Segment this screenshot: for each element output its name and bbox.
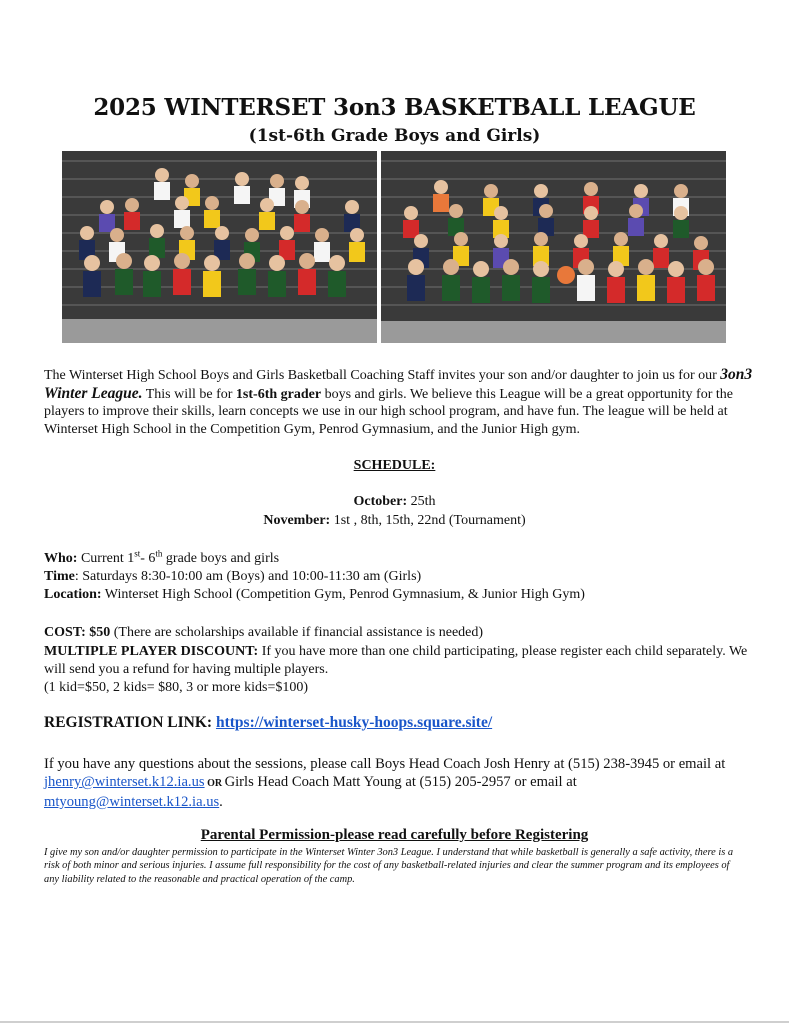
time-line: [44, 568, 754, 586]
registration-link[interactable]: https://winterset-husky-hoops.square.site/: [215, 714, 493, 731]
october-dates: 25th: [407, 494, 436, 509]
contact-end: .: [219, 794, 223, 810]
cost-label: COST: $50: [44, 625, 111, 640]
who-mid: - 6: [140, 551, 156, 566]
boys-team-photo: [381, 151, 726, 343]
intro-text-1: The Winterset High School Boys and Girls Basketball Coaching Staff invites your son and/or daughter to join us for our: [44, 368, 721, 383]
location-line: [44, 586, 754, 604]
who-sup-2: th: [155, 548, 163, 559]
page-title: 2025 WINTERSET 3on3 BASKETBALL LEAGUE: [93, 94, 696, 121]
contact-text-1: If you have any questions about the sessions, please call Boys Head Coach Josh Henry at (515) 238-3945 or email at: [44, 756, 726, 772]
intro-paragraph: [44, 366, 754, 438]
or-text: OR: [204, 778, 225, 789]
intro-text-2: This will be for: [142, 386, 236, 402]
schedule-heading: SCHEDULE:: [353, 458, 436, 473]
girls-coach-email-link[interactable]: mtyoung@winterset.k12.ia.us: [44, 794, 220, 810]
schedule-october: [0, 494, 789, 510]
registration-line: [44, 714, 754, 732]
intro-text-3: boys and girls. We believe this League will be a great opportunity for the players to improve their skills, learn concepts we use in our high school program, and have fun. The league will be held at Winterset High School in the Competition Gym, Penrod Gymnasium, and the Junior High gym.: [44, 386, 733, 437]
discount-label: MULTIPLE PLAYER DISCOUNT:: [44, 644, 259, 659]
girls-team-photo: [62, 151, 377, 343]
pricing-line: (1 kid=$50, 2 kids= $80, 3 or more kids=$100): [44, 680, 309, 695]
schedule-november: [0, 513, 789, 529]
november-dates: 1st , 8th, 15th, 22nd (Tournament): [330, 513, 526, 528]
boys-coach-email-link[interactable]: jhenry@winterset.k12.ia.us: [44, 774, 205, 790]
who-label: Who:: [44, 551, 78, 566]
cost-line: [44, 624, 754, 642]
grades-bold: 1st-6th grader: [235, 386, 322, 402]
contact-text-2: Girls Head Coach Matt Young at (515) 205-2957 or email at: [224, 774, 577, 790]
location-value: Winterset High School (Competition Gym, Penrod Gymnasium, & Junior High Gym): [101, 587, 585, 602]
cost-note: (There are scholarships available if financial assistance is needed): [110, 625, 484, 640]
page-subtitle: (1st-6th Grade Boys and Girls): [248, 126, 541, 146]
who-line: [44, 550, 754, 568]
who-sup-1: st: [134, 548, 141, 559]
time-value: : Saturdays 8:30-10:00 am (Boys) and 10:00-11:30 am (Girls): [74, 569, 422, 584]
location-label: Location:: [44, 587, 102, 602]
permission-text: I give my son and/or daughter permission to participate in the Winterset Winter 3on3 League. I understand that while basketball is generally a safe activity, there is a risk of both minor and serious injuries. I assume full responsibility for the cost of any basketball-related injuries and clear the summer program and its employees of any liability related to the reasonable and practical operation of the camp.: [44, 847, 734, 885]
permission-title: Parental Permission-please read carefully before Registering: [200, 827, 589, 843]
discount-paragraph: [44, 643, 754, 678]
page-bottom-border: [0, 1021, 789, 1023]
time-label: Time: [44, 569, 75, 584]
november-label: November:: [263, 513, 331, 528]
who-pre: Current 1: [77, 551, 135, 566]
october-label: October:: [353, 494, 408, 509]
who-post: grade boys and girls: [162, 551, 280, 566]
contact-paragraph: [44, 755, 754, 811]
discount-text: If you have more than one child participating, please register each child separately. We will send you a refund for having multiple players.: [44, 644, 748, 677]
registration-label: REGISTRATION LINK:: [44, 714, 213, 731]
league-name: 3on3 Winter League.: [44, 366, 753, 402]
